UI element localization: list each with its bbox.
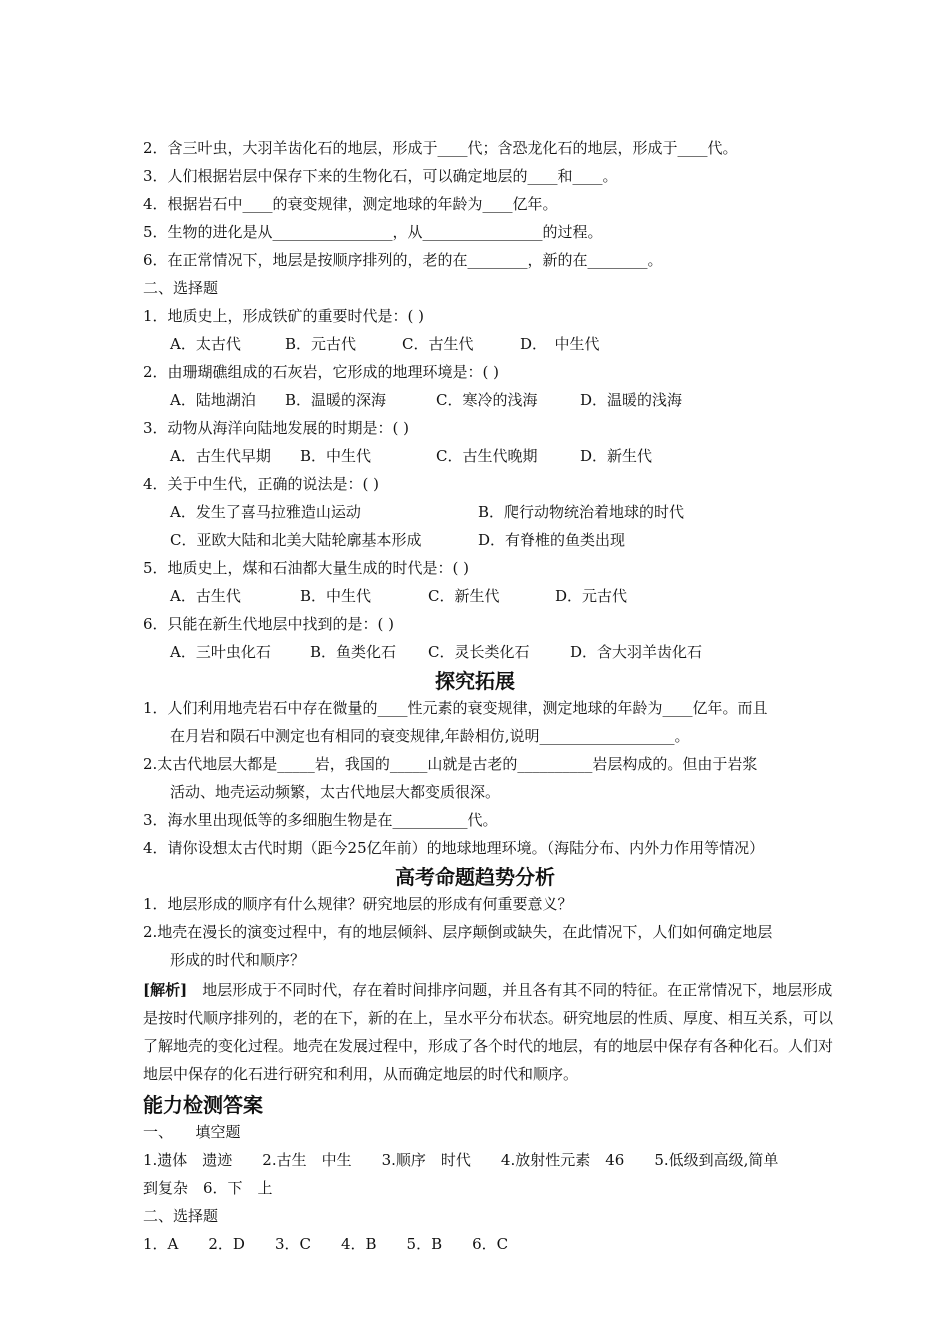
choice-q2-option: C．寒冷的浅海 [436, 391, 538, 409]
explore-q2: 2.太古代地层大都是_____岩，我国的_____山就是古老的__________岩层构成的。但由于岩浆 [143, 755, 758, 773]
choice-q3: 3．动物从海洋向陆地发展的时期是：( ) [143, 419, 410, 437]
fill-q6: 6．在正常情况下，地层是按顺序排列的，老的在________，新的在________。 [143, 251, 663, 269]
choice-q3-option: B．中生代 [300, 447, 372, 465]
answers-fill-title: 一、 填空题 [143, 1123, 241, 1141]
choice-q4-option: B．爬行动物统治着地球的时代 [478, 503, 685, 521]
choice-q4-option: A．发生了喜马拉雅造山运动 [170, 503, 361, 521]
choice-q2: 2．由珊瑚礁组成的石灰岩，它形成的地理环境是：( ) [143, 363, 500, 381]
choice-q2-option: D．温暖的浅海 [580, 391, 683, 409]
answers-choice-title: 二、选择题 [143, 1207, 219, 1225]
answers-heading: 能力检测答案 [143, 1093, 263, 1117]
choice-q1-option: D． 中生代 [520, 335, 600, 353]
fill-q3: 3．人们根据岩层中保存下来的生物化石，可以确定地层的____和____。 [143, 167, 618, 185]
choice-q2-option: A．陆地湖泊 [170, 391, 256, 409]
answers-fill-line1: 1.遗体 遗迹 2.古生 中生 3.顺序 时代 4.放射性元素 46 5.低级到高级,简单 [143, 1151, 779, 1169]
explore-q2-cont: 活动、地壳运动频繁，太古代地层大都变质很深。 [170, 783, 501, 801]
exam-trend-heading: 高考命题趋势分析 [395, 865, 555, 889]
analysis-paragraph [143, 976, 837, 1088]
choice-q6-option: A．三叶虫化石 [170, 643, 271, 661]
fill-q5: 5．生物的进化是从________________，从________________的过程。 [143, 223, 603, 241]
choice-q5-option: B．中生代 [300, 587, 372, 605]
explore-q1-cont: 在月岩和陨石中测定也有相同的衰变规律,年龄相仿,说明__________________。 [170, 727, 690, 745]
choice-q5-option: D．元古代 [555, 587, 628, 605]
analysis-label: [解析] [143, 981, 188, 999]
choice-q1-option: A．太古代 [170, 335, 241, 353]
choice-q5-option: A．古生代 [170, 587, 241, 605]
choice-q6-option: B．鱼类化石 [310, 643, 397, 661]
choice-q6: 6．只能在新生代地层中找到的是：( ) [143, 615, 395, 633]
exam-q2-cont: 形成的时代和顺序？ [170, 951, 306, 969]
exam-q1: 1．地层形成的顺序有什么规律？研究地层的形成有何重要意义？ [143, 895, 573, 913]
fill-q4: 4．根据岩石中____的衰变规律，测定地球的年龄为____亿年。 [143, 195, 558, 213]
explore-heading: 探究拓展 [435, 669, 515, 693]
choice-q4-option: C．亚欧大陆和北美大陆轮廓基本形成 [170, 531, 422, 549]
answers-choice-line: 1．A 2．D 3．C 4．B 5．B 6．C [143, 1235, 509, 1253]
explore-q4: 4．请你设想太古代时期（距今25亿年前）的地球地理环境。（海陆分布、内外力作用等情况） [143, 839, 765, 857]
choice-q4: 4．关于中生代，正确的说法是：( ) [143, 475, 380, 493]
choice-q6-option: C．灵长类化石 [428, 643, 530, 661]
choice-q5: 5．地质史上，煤和石油都大量生成的时代是：( ) [143, 559, 470, 577]
choice-q1: 1．地质史上，形成铁矿的重要时代是：( ) [143, 307, 425, 325]
choice-q2-option: B．温暖的深海 [285, 391, 387, 409]
choice-q6-option: D．含大羽羊齿化石 [570, 643, 703, 661]
choice-section-title: 二、选择题 [143, 279, 219, 297]
choice-q3-option: D．新生代 [580, 447, 653, 465]
analysis-text: 地层形成于不同时代，存在着时间排序问题，并且各有其不同的特征。在正常情况下，地层形成是按时代顺序排列的，老的在下，新的在上，呈水平分布状态。研究地层的性质、厚度、相互关系，可以了解地壳的变化过程。地壳在发展过程中，形成了各个时代的地层，有的地层中保存有各种化石。人们对地层中保存的化石进行研究和利用，从而确定地层的时代和顺序。 [143, 981, 834, 1083]
choice-q4-option: D．有脊椎的鱼类出现 [478, 531, 626, 549]
answers-fill-line2: 到复杂 6．下 上 [143, 1179, 273, 1197]
choice-q3-option: C．古生代晚期 [436, 447, 538, 465]
fill-q2: 2．含三叶虫，大羽羊齿化石的地层，形成于____代；含恐龙化石的地层，形成于____代。 [143, 139, 738, 157]
explore-q3: 3．海水里出现低等的多细胞生物是在__________代。 [143, 811, 498, 829]
exam-q2: 2.地壳在漫长的演变过程中，有的地层倾斜、层序颠倒或缺失，在此情况下，人们如何确定地层 [143, 923, 773, 941]
choice-q1-option: C．古生代 [402, 335, 474, 353]
choice-q3-option: A．古生代早期 [170, 447, 271, 465]
choice-q1-option: B．元古代 [285, 335, 357, 353]
explore-q1: 1．人们利用地壳岩石中存在微量的____性元素的衰变规律，测定地球的年龄为____亿年。而且 [143, 699, 768, 717]
choice-q5-option: C．新生代 [428, 587, 500, 605]
